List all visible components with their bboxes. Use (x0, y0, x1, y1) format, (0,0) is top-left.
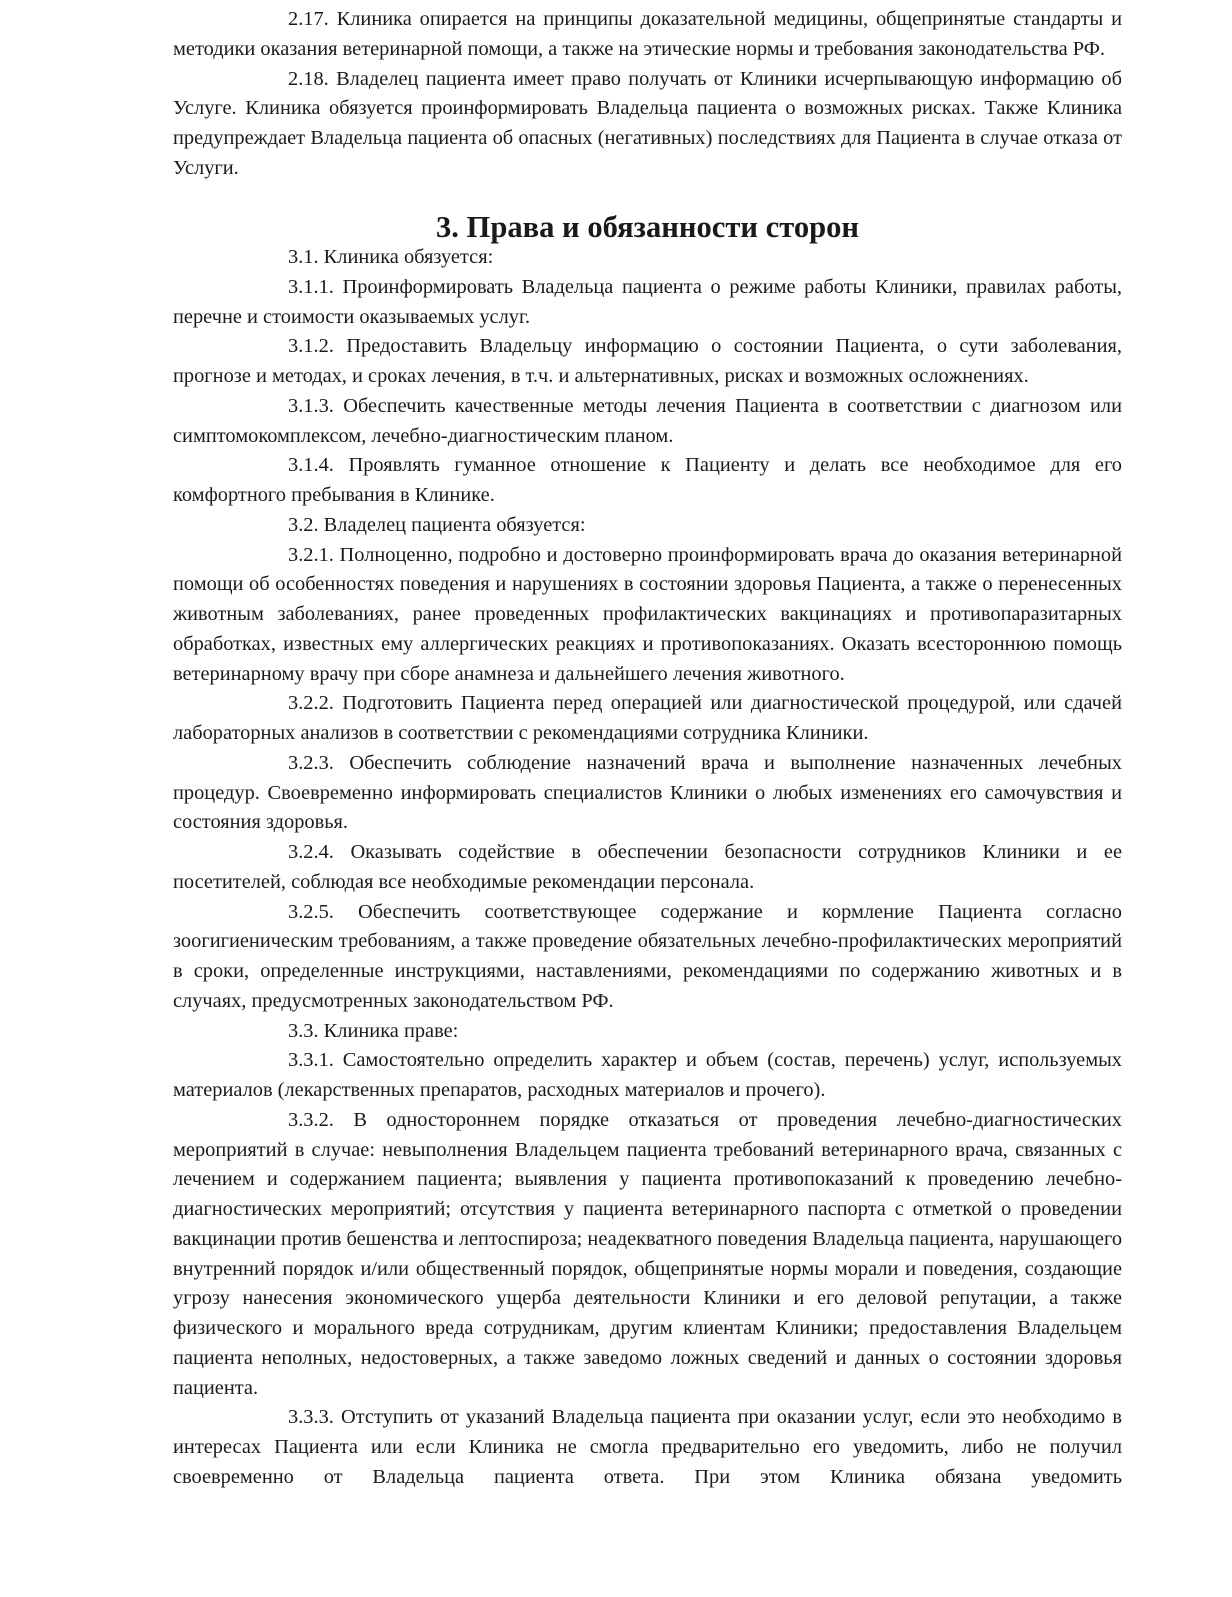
clause-3-1-1: 3.1.1. Проинформировать Владельца пациента о режиме работы Клиники, правилах работы, перечне и стоимости оказываемых услуг. (173, 275, 1122, 328)
clause-3-1-2: 3.1.2. Предоставить Владельцу информацию о состоянии Пациента, о сути заболевания, прогнозе и методах, и сроках лечения, в т.ч. и альтернативных, рисках и возможных осложнениях. (173, 335, 1122, 387)
clause-3-2-1: 3.2.1. Полноценно, подробно и достоверно проинформировать врача до оказания ветеринарной помощи об особенностях поведения и нарушениях в состоянии здоровья Пациента, а также о перенесенных животным заболеваниях, ранее проведенных профилактических вакцинациях и противопаразитарных обработках, известных ему аллергических реакциях и противопоказаниях. Оказать всестороннюю помощь ветеринарному врачу при сборе анамнеза и дальнейшего лечения животного. (173, 543, 1122, 685)
clause-3-2-3: 3.2.3. Обеспечить соблюдение назначений врача и выполнение назначенных лечебных процедур. Своевременно информировать специалистов Клиники о любых изменениях его самочувствия и состояния здоровья. (173, 751, 1122, 834)
clause-3-3-3: 3.3.3. Отступить от указаний Владельца пациента при оказании услуг, если это необходимо в интересах Пациента или если Клиника не смогла предварительно его уведомить, либо не получил своевременно от Владельца пациента ответа. При этом Клиника обязана уведомить (173, 1406, 1122, 1488)
clause-3-3-1: 3.3.1. Самостоятельно определить характер и объем (состав, перечень) услуг, используемых материалов (лекарственных препаратов, расходных материалов и прочего). (173, 1049, 1122, 1101)
clause-3-2-2: 3.2.2. Подготовить Пациента перед операцией или диагностической процедурой, или сдачей лабораторных анализов в соответствии с рекомендациями сотрудника Клиники. (173, 692, 1122, 744)
clause-3-1-3: 3.1.3. Обеспечить качественные методы лечения Пациента в соответствии с диагнозом или симптомокомплексом, лечебно-диагностическим планом. (173, 394, 1122, 447)
clause-3-1-4: 3.1.4. Проявлять гуманное отношение к Пациенту и делать все необходимое для его комфортного пребывания в Клинике. (173, 454, 1122, 506)
document-page (173, 5, 1122, 1493)
clause-3-2: 3.2. Владелец пациента обязуется: (288, 513, 586, 536)
clause-3-3: 3.3. Клиника праве: (288, 1019, 459, 1042)
clause-2-18: 2.18. Владелец пациента имеет право получать от Клиники исчерпывающую информацию об Услуге. Клиника обязуется проинформировать Владельца пациента о возможных рисках. Также Клиника предупреждает Владельца пациента об опасных (негативных) последствиях для Пациента в случае отказа от Услуги. (173, 67, 1122, 179)
clause-2-17: 2.17. Клиника опирается на принципы доказательной медицины, общепринятые стандарты и методики оказания ветеринарной помощи, а также на этические нормы и требования законодательства РФ. (173, 8, 1122, 60)
section-3-heading: 3. Права и обязанности сторон (435, 210, 860, 245)
clause-3-1: 3.1. Клиника обязуется: (288, 246, 494, 268)
clause-3-3-2: 3.3.2. В одностороннем порядке отказаться от проведения лечебно-диагностических мероприятий в случае: невыполнения Владельцем пациента требований ветеринарного врача, связанных с лечением и содержанием пациента; выявления у пациента противопоказаний к проведению лечебно-диагностических мероприятий; отсутствия у пациента ветеринарного паспорта с отметкой о проведении вакцинации против бешенства и лептоспироза; неадекватного поведения Владельца пациента, нарушающего внутренний порядок и/или общественный порядок, общепринятые нормы морали и поведения, создающие угрозу нанесения экономического ущерба деятельности Клиники и его деловой репутации, а также физического и морального вреда сотрудникам, другим клиентам Клиники; предоставления Владельцем пациента неполных, недостоверных, а также заведомо ложных сведений и данных о состоянии здоровья пациента. (173, 1108, 1123, 1399)
clause-3-2-4: 3.2.4. Оказывать содействие в обеспечении безопасности сотрудников Клиники и ее посетителей, соблюдая все необходимые рекомендации персонала. (173, 841, 1122, 893)
section-spacer (173, 184, 1122, 214)
clause-3-2-5: 3.2.5. Обеспечить соответствующее содержание и кормление Пациента согласно зоогигиеническим требованиям, а также проведение обязательных лечебно-профилактических мероприятий в сроки, определенные инструкциями, наставлениями, рекомендациями по содержанию животных и в случаях, предусмотренных законодательством РФ. (173, 900, 1122, 1012)
